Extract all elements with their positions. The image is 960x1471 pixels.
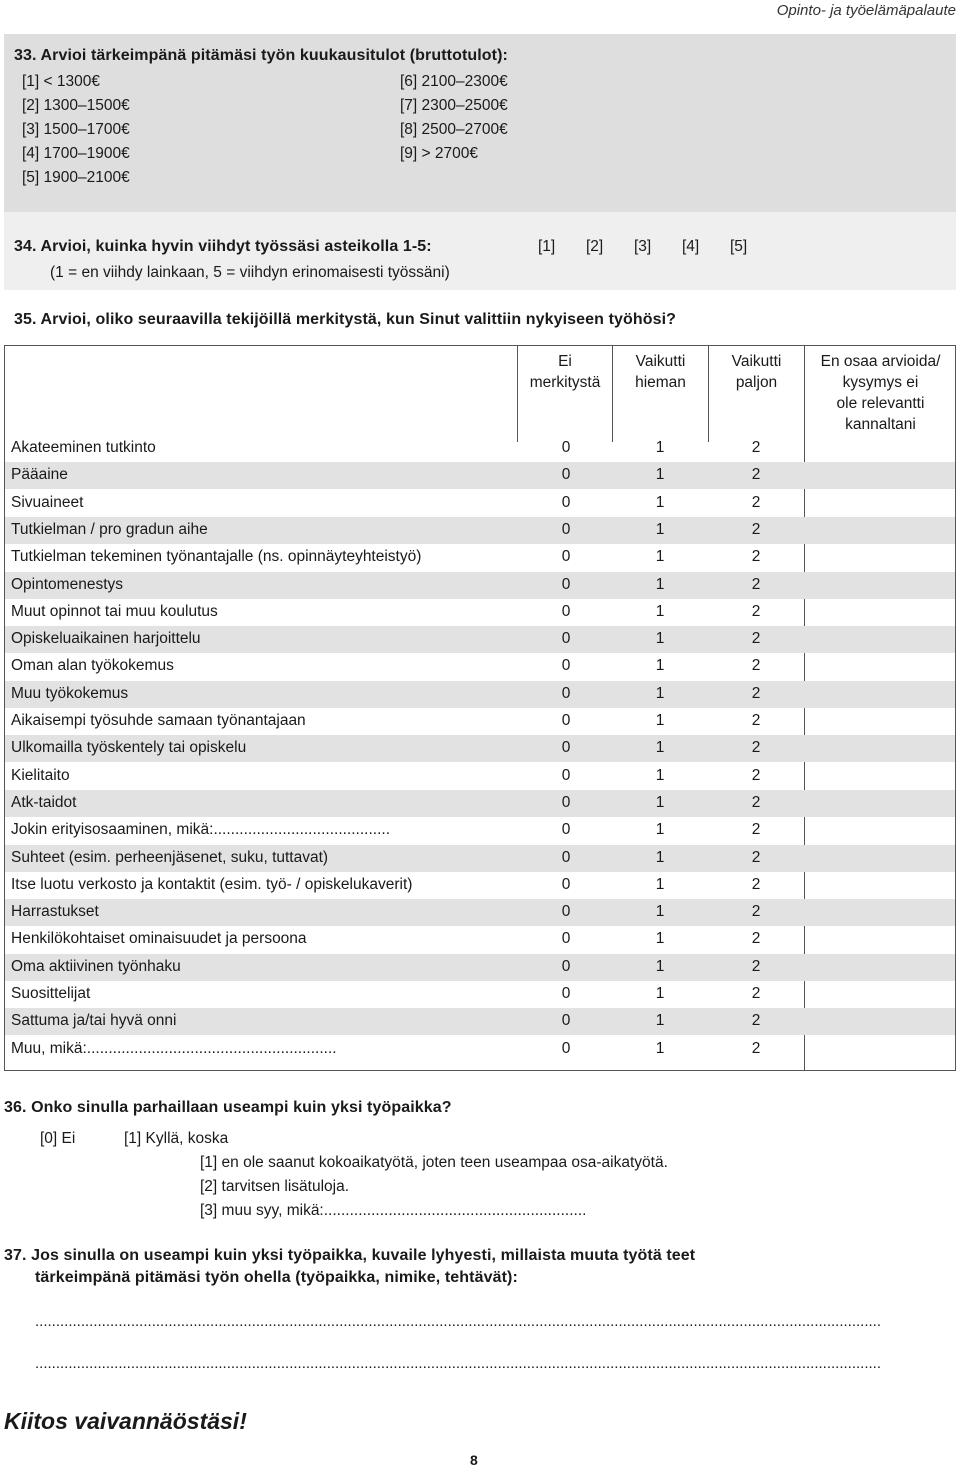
rating-option-1[interactable]: 1 [655,466,665,484]
q35-column-header: Ei [558,353,572,370]
q35-column-header: hieman [635,374,686,391]
rating-option-2[interactable]: 2 [751,793,761,811]
rating-option-1[interactable]: 1 [655,821,665,839]
q35-column-header: kysymys ei [842,374,919,391]
rating-option-2[interactable]: 2 [751,657,761,675]
row-label: Sivuaineet [11,493,84,511]
rating-option-0[interactable]: 0 [561,575,571,593]
table-row [5,572,955,599]
table-row [5,1036,955,1063]
row-label: Oma aktiivinen työnhaku [11,957,181,975]
rating-option-1[interactable]: 1 [655,493,665,511]
q37-answer-line[interactable]: ........................................................................................................................................................................................................... [35,1355,881,1372]
rating-option-0[interactable]: 0 [561,821,571,839]
q35-column-header: En osaa arvioida/ [820,353,941,370]
rating-option-2[interactable]: 2 [751,875,761,893]
table-row [5,954,955,981]
rating-option-2[interactable]: 2 [751,602,761,620]
row-label: Ulkomailla työskentely tai opiskelu [11,739,247,757]
rating-option-1[interactable]: 1 [655,930,665,948]
table-row [5,926,955,953]
rating-option-1[interactable]: 1 [655,684,665,702]
rating-option-1[interactable]: 1 [655,630,665,648]
q37-title-line2: tärkeimpänä pitämäsi työn ohella (työpaikka, nimike, tehtävät): [35,1269,518,1286]
rating-option-2[interactable]: 2 [751,1039,761,1057]
q33-option[interactable]: [5] 1900–2100€ [22,169,130,186]
rating-option-1[interactable]: 1 [655,548,665,566]
rating-option-0[interactable]: 0 [561,957,571,975]
rating-option-0[interactable]: 0 [561,602,571,620]
rating-option-0[interactable]: 0 [561,439,571,456]
table-row [5,735,955,762]
rating-option-2[interactable]: 2 [751,548,761,566]
q35-column-header: Vaikutti [635,353,686,370]
q34-scale-option[interactable]: [3] [634,238,652,255]
table-row [5,435,955,462]
rating-option-0[interactable]: 0 [561,793,571,811]
q33-option[interactable]: [7] 2300–2500€ [400,97,508,114]
table-row [5,981,955,1008]
table-row [5,899,955,926]
rating-option-0[interactable]: 0 [561,930,571,948]
rating-option-1[interactable]: 1 [655,602,665,620]
q36-option-no[interactable]: [0] Ei [40,1130,76,1147]
row-label: Suhteet (esim. perheenjäsenet, suku, tuttavat) [11,848,329,866]
table-row [5,517,955,544]
table-row [5,653,955,680]
q34-note: (1 = en viihdy lainkaan, 5 = viihdyn erinomaisesti työssäni) [50,264,450,281]
rating-option-0[interactable]: 0 [561,1012,571,1030]
rating-option-2[interactable]: 2 [751,930,761,948]
row-label: Sattuma ja/tai hyvä onni [11,1012,177,1030]
rating-option-0[interactable]: 0 [561,657,571,675]
table-row [5,845,955,872]
rating-option-0[interactable]: 0 [561,684,571,702]
rating-option-2[interactable]: 2 [751,903,761,921]
rating-option-2[interactable]: 2 [751,493,761,511]
q36-sub-option[interactable]: [3] muu syy, mikä:............................................................. [200,1202,587,1219]
row-label: Kielitaito [11,766,70,784]
row-label: Opintomenestys [11,575,123,593]
q33-option[interactable]: [8] 2500–2700€ [400,121,508,138]
q33-option[interactable]: [6] 2100–2300€ [400,73,508,90]
row-label: Oman alan työkokemus [11,657,174,675]
rating-option-2[interactable]: 2 [751,712,761,729]
table-row [5,490,955,517]
q36-title: 36. Onko sinulla parhaillaan useampi kuin yksi työpaikka? [4,1099,452,1116]
table-row [5,872,955,899]
q35-column-header: ole relevantti [836,395,925,412]
q36-option-yes[interactable]: [1] Kyllä, koska [124,1130,229,1147]
rating-option-2[interactable]: 2 [751,821,761,839]
rating-option-0[interactable]: 0 [561,466,571,484]
table-row [5,462,955,489]
q33-option[interactable]: [4] 1700–1900€ [22,145,130,162]
rating-option-2[interactable]: 2 [751,684,761,702]
q33-option[interactable]: [3] 1500–1700€ [22,121,130,138]
rating-option-1[interactable]: 1 [655,575,665,593]
q33-option[interactable]: [9] > 2700€ [400,145,478,162]
table-row [5,708,955,735]
q33-title: 33. Arvioi tärkeimpänä pitämäsi työn kuukausitulot (bruttotulot): [14,47,508,64]
page-number: 8 [470,1452,478,1468]
row-label: Tutkielman tekeminen työnantajalle (ns. opinnäyteyhteistyö) [11,548,422,566]
q35-column-header: Vaikutti [731,353,782,370]
rating-option-2[interactable]: 2 [751,957,761,975]
rating-option-2[interactable]: 2 [751,739,761,757]
q34-scale-option[interactable]: [1] [538,238,556,255]
thanks-text: Kiitos vaivannäöstäsi! [4,1408,247,1434]
table-row [5,817,955,844]
q34-scale-option[interactable]: [4] [682,238,700,255]
rating-option-0[interactable]: 0 [561,493,571,511]
rating-option-1[interactable]: 1 [655,712,665,729]
row-label: Aikaisempi työsuhde samaan työnantajaan [11,712,306,729]
table-row [5,626,955,653]
rating-option-1[interactable]: 1 [655,766,665,784]
row-label: Muu, mikä:.......................................................... [11,1039,337,1057]
row-label: Opiskeluaikainen harjoittelu [11,630,201,648]
rating-option-1[interactable]: 1 [655,793,665,811]
rating-option-2[interactable]: 2 [751,575,761,593]
q36-sub-option[interactable]: [1] en ole saanut kokoaikatyötä, joten teen useampaa osa-aikatyötä. [200,1154,668,1171]
rating-option-0[interactable]: 0 [561,712,571,729]
rating-option-1[interactable]: 1 [655,520,665,538]
rating-option-0[interactable]: 0 [561,548,571,566]
q35-column-header: paljon [735,374,778,391]
row-label: Tutkielman / pro gradun aihe [11,520,208,538]
q34-scale-option[interactable]: [2] [586,238,604,255]
rating-option-1[interactable]: 1 [655,657,665,675]
row-label: Akateeminen tutkinto [11,439,156,456]
q35-column-header: kannaltani [845,416,916,433]
rating-option-1[interactable]: 1 [655,848,665,866]
rating-option-1[interactable]: 1 [655,903,665,921]
rating-option-0[interactable]: 0 [561,875,571,893]
rating-option-1[interactable]: 1 [655,439,665,456]
rating-option-1[interactable]: 1 [655,957,665,975]
table-row [5,1008,955,1035]
q33-option[interactable]: [2] 1300–1500€ [22,97,130,114]
row-label: Itse luotu verkosto ja kontaktit (esim. työ- / opiskelukaverit) [11,875,413,893]
q35-column-header: merkitystä [529,374,601,391]
table-row [5,681,955,708]
rating-option-0[interactable]: 0 [561,1039,571,1057]
q36-sub-option[interactable]: [2] tarvitsen lisätuloja. [200,1178,350,1195]
q34-scale-option[interactable]: [5] [730,238,748,255]
rating-option-0[interactable]: 0 [561,985,571,1002]
rating-option-0[interactable]: 0 [561,766,571,784]
rating-option-1[interactable]: 1 [655,985,665,1002]
page-header-title: Opinto- ja työelämäpalaute [776,2,956,19]
row-label: Muu työkokemus [11,684,129,702]
row-label: Muut opinnot tai muu koulutus [11,602,218,620]
rating-option-1[interactable]: 1 [655,739,665,757]
rating-option-2[interactable]: 2 [751,466,761,484]
rating-option-0[interactable]: 0 [561,739,571,757]
rating-option-1[interactable]: 1 [655,1039,665,1057]
q33-option[interactable]: [1] < 1300€ [22,73,100,90]
q37-title-line1: 37. Jos sinulla on useampi kuin yksi työpaikka, kuvaile lyhyesti, millaista muuta työtä teet [4,1247,696,1264]
q37-answer-line[interactable]: ........................................................................................................................................................................................................... [35,1313,881,1330]
rating-option-0[interactable]: 0 [561,630,571,648]
row-label: Jokin erityisosaaminen, mikä:......................................... [11,821,391,839]
table-row [5,763,955,790]
rating-option-0[interactable]: 0 [561,520,571,538]
row-label: Atk-taidot [11,793,77,811]
rating-option-0[interactable]: 0 [561,903,571,921]
table-row [5,599,955,626]
rating-option-1[interactable]: 1 [655,875,665,893]
rating-option-2[interactable]: 2 [751,520,761,538]
row-label: Suosittelijat [11,985,91,1002]
row-label: Henkilökohtaiset ominaisuudet ja persoona [11,930,307,948]
row-label: Harrastukset [11,903,99,921]
row-label: Pääaine [11,466,68,484]
table-row [5,790,955,817]
q34-title: 34. Arvioi, kuinka hyvin viihdyt työssäsi asteikolla 1-5: [14,238,432,255]
rating-option-1[interactable]: 1 [655,1012,665,1030]
table-row [5,544,955,571]
rating-option-2[interactable]: 2 [751,630,761,648]
rating-option-2[interactable]: 2 [751,848,761,866]
rating-option-2[interactable]: 2 [751,985,761,1002]
rating-option-2[interactable]: 2 [751,766,761,784]
rating-option-2[interactable]: 2 [751,439,761,456]
rating-option-0[interactable]: 0 [561,848,571,866]
q35-title: 35. Arvioi, oliko seuraavilla tekijöillä merkitystä, kun Sinut valittiin nykyiseen työhösi? [14,311,677,328]
rating-option-2[interactable]: 2 [751,1012,761,1030]
